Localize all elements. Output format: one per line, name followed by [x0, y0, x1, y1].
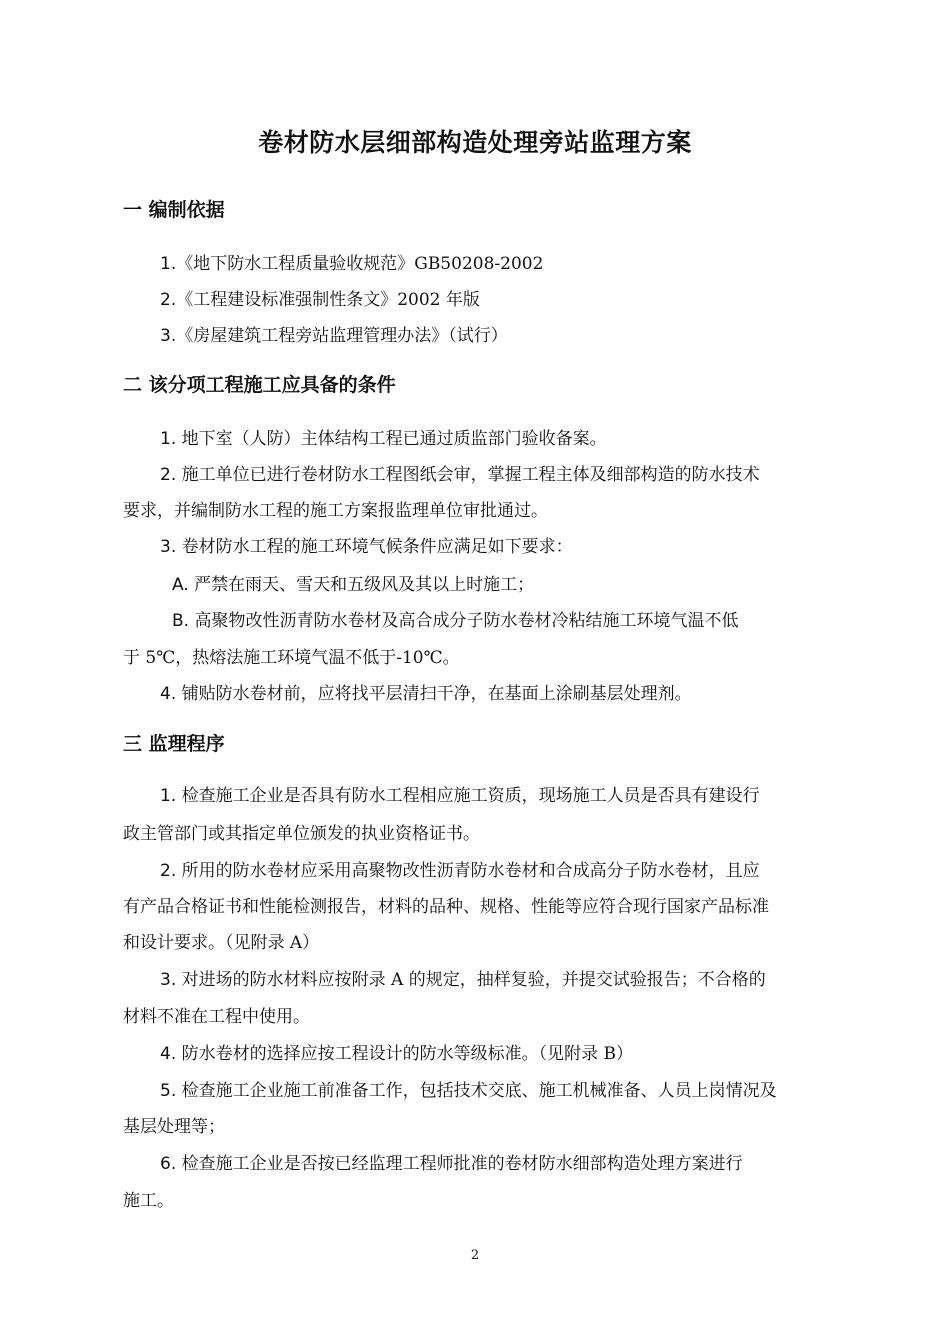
page-number: 2 — [470, 1248, 480, 1263]
list-item — [160, 460, 760, 485]
item-text: 检查施工企业施工前准备工作，包括技术交底、施工机械准备、人员上岗情况及 — [181, 1081, 777, 1101]
item-number: 1. — [160, 429, 177, 449]
item-number: B. — [172, 611, 190, 631]
list-item-continuation: 要求，并编制防水工程的施工方案报监理单位审批通过。 — [123, 501, 548, 521]
list-item-continuation: 施工。 — [123, 1191, 174, 1211]
item-text: 严禁在雨天、雪天和五级风及其以上时施工； — [194, 575, 535, 595]
item-text: 所用的防水卷材应采用高聚物改性沥青防水卷材和合成高分子防水卷材，且应 — [181, 861, 760, 881]
item-number: A. — [172, 575, 189, 595]
section-heading-2: 二 该分项工程施工应具备的条件 — [123, 374, 396, 396]
item-text: 高聚物改性沥青防水卷材及高合成分子防水卷材冷粘结施工环境气温不低 — [194, 611, 739, 631]
item-text: 检查施工企业是否按已经监理工程师批准的卷材防水细部构造处理方案进行 — [181, 1154, 743, 1174]
item-text: 施工单位已进行卷材防水工程图纸会审，掌握工程主体及细部构造的防水技术 — [181, 465, 760, 485]
list-item — [160, 1039, 633, 1064]
item-number: 6. — [160, 1154, 177, 1174]
item-text: 铺贴防水卷材前，应将找平层清扫干净，在基面上涂刷基层处理剂。 — [181, 684, 692, 704]
item-number: 3. — [160, 970, 177, 990]
list-item — [160, 321, 508, 346]
list-item — [172, 606, 738, 631]
item-text: 防水卷材的选择应按工程设计的防水等级标准。（见附录 B） — [181, 1044, 634, 1064]
item-text: 《地下防水工程质量验收规范》GB50208-2002 — [176, 254, 544, 274]
item-text: 《工程建设标准强制性条文》2002 年版 — [176, 290, 480, 310]
list-item-continuation: 基层处理等； — [123, 1117, 225, 1137]
item-number: 3. — [160, 537, 177, 557]
item-text: 检查施工企业是否具有防水工程相应施工资质，现场施工人员是否具有建设行 — [181, 786, 760, 806]
list-item — [160, 1076, 777, 1101]
section-heading-1: 一 编制依据 — [123, 199, 225, 221]
list-item — [160, 965, 766, 990]
item-number: 1. — [160, 786, 177, 806]
list-item — [160, 856, 760, 881]
list-item-continuation: 有产品合格证书和性能检测报告，材料的品种、规格、性能等应符合现行国家产品标准 — [123, 897, 769, 917]
item-text: 卷材防水工程的施工环境气候条件应满足如下要求： — [181, 537, 573, 557]
list-item-continuation: 材料不准在工程中使用。 — [123, 1007, 310, 1027]
item-text: 地下室（人防）主体结构工程已通过质监部门验收备案。 — [181, 429, 607, 449]
list-item — [172, 570, 534, 595]
list-item — [160, 249, 543, 274]
item-text: 对进场的防水材料应按附录 A 的规定，抽样复验，并提交试验报告；不合格的 — [181, 970, 766, 990]
list-item — [160, 424, 607, 449]
document-title: 卷材防水层细部构造处理旁站监理方案 — [258, 128, 692, 157]
section-heading-3: 三 监理程序 — [123, 733, 225, 755]
list-item-continuation: 于 5℃，热熔法施工环境气温不低于-10℃。 — [123, 648, 460, 668]
item-number: 4. — [160, 1044, 177, 1064]
item-number: 2. — [160, 465, 177, 485]
list-item — [160, 679, 692, 704]
list-item — [160, 285, 480, 310]
item-text: 《房屋建筑工程旁站监理管理办法》（试行） — [176, 326, 508, 346]
item-number: 5. — [160, 1081, 177, 1101]
list-item — [160, 781, 760, 806]
list-item-continuation: 政主管部门或其指定单位颁发的执业资格证书。 — [123, 824, 480, 844]
item-number: 2. — [160, 861, 177, 881]
list-item-continuation: 和设计要求。（见附录 A） — [123, 933, 320, 953]
list-item — [160, 532, 573, 557]
list-item — [160, 1149, 743, 1174]
item-number: 1. — [160, 254, 177, 274]
item-number: 2. — [160, 290, 177, 310]
item-number: 3. — [160, 326, 177, 346]
item-number: 4. — [160, 684, 177, 704]
